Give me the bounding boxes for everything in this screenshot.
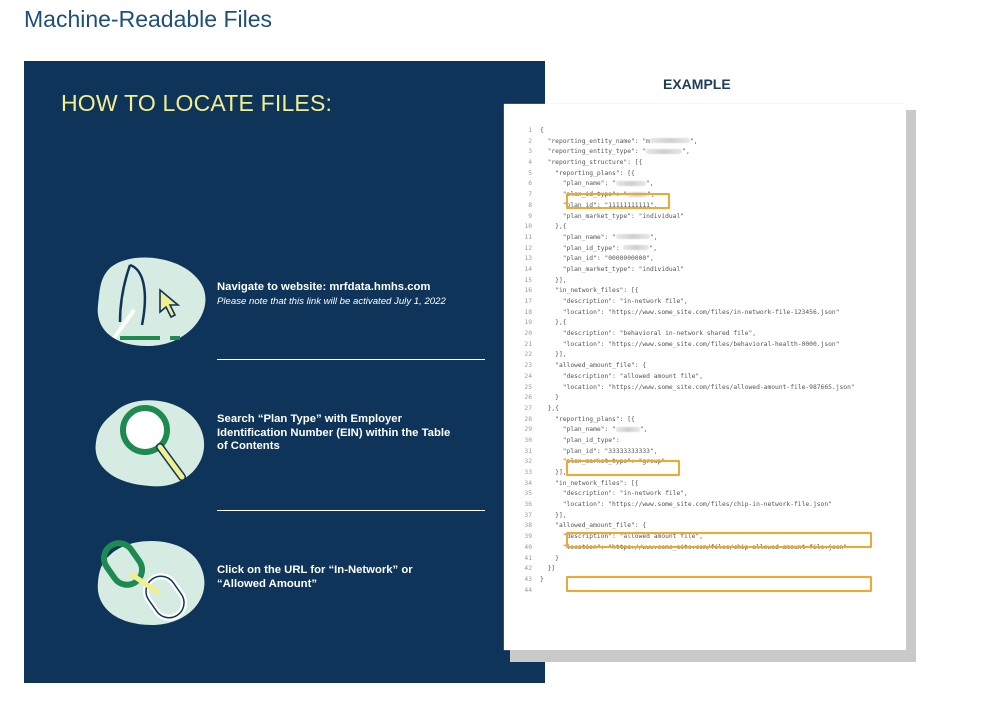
line-number: 15 [524, 276, 532, 284]
line-text: "location": "https://www.some_site.com/files/chip-in-network-file.json" [540, 501, 832, 509]
line-text: "in_network_files": [{ [540, 287, 639, 295]
line-number: 8 [528, 201, 532, 209]
code-line [504, 372, 906, 383]
line-number: 27 [524, 404, 532, 412]
line-number: 35 [524, 490, 532, 498]
code-line [504, 158, 906, 169]
line-number: 13 [524, 255, 532, 263]
line-text: "description": "in-network file", [540, 298, 688, 305]
line-number: 26 [524, 394, 532, 402]
line-text: "plan_market_type": "group" [540, 458, 666, 466]
code-line [504, 297, 906, 308]
line-number: 38 [524, 522, 532, 530]
code-line [504, 521, 906, 532]
line-number: 29 [524, 426, 532, 434]
locate-heading: HOW TO LOCATE FILES: [61, 90, 333, 116]
line-text: "location": "https://www.some_site.com/files/chip-allowed-amount-file.json" [540, 543, 848, 551]
code-line [504, 383, 906, 394]
line-number: 18 [524, 308, 532, 316]
line-text: }], [540, 276, 567, 284]
line-number: 9 [528, 212, 532, 220]
line-number: 28 [524, 415, 532, 423]
line-number: 2 [528, 137, 532, 145]
line-text: "location": "https://www.some_site.com/files/allowed-amount-file-987665.json" [540, 383, 855, 391]
step-1-note: Please note that this link will be activated July 1, 2022 [217, 295, 446, 307]
highlight-location-in-network [566, 532, 872, 548]
code-line [504, 201, 906, 212]
line-text: },{ [540, 223, 567, 231]
line-number: 33 [524, 469, 532, 476]
code-line [504, 276, 906, 287]
code-line [504, 415, 906, 426]
line-text: "allowed_amount_file": { [540, 362, 647, 370]
line-number: 43 [524, 575, 532, 583]
line-number: 30 [524, 436, 532, 444]
code-line [504, 457, 906, 468]
code-line [504, 147, 906, 158]
code-line [504, 340, 906, 351]
code-line [504, 511, 906, 522]
line-text: }] [540, 565, 556, 573]
line-text: "description": "allowed amount file", [540, 533, 704, 541]
line-text: "plan_market_type": "individual" [540, 265, 685, 273]
code-line [504, 212, 906, 223]
line-number: 37 [524, 511, 532, 519]
line-text: }], [540, 511, 567, 519]
code-line [504, 286, 906, 297]
code-line [504, 350, 906, 361]
code-line [504, 554, 906, 565]
line-text: "reporting_structure": [{ [540, 159, 643, 167]
line-text: "plan_name": " ", [540, 233, 658, 241]
page-title: Machine-Readable Files [24, 6, 273, 32]
redacted-value [616, 181, 646, 186]
line-number: 20 [524, 330, 532, 338]
line-text: "reporting_plans": [{ [540, 415, 635, 423]
line-number: 36 [524, 501, 532, 509]
code-line [504, 254, 906, 265]
line-number: 19 [524, 319, 532, 327]
redacted-value [646, 149, 682, 154]
line-text: } [540, 554, 559, 562]
line-text: "plan_id_type": " ", [540, 191, 655, 199]
code-line [504, 479, 906, 490]
code-line [504, 468, 906, 479]
code-line [504, 564, 906, 575]
line-text: "plan_name": " ", [540, 426, 648, 434]
line-number: 44 [524, 586, 532, 594]
redacted-value [623, 245, 649, 250]
line-text: { [540, 127, 544, 134]
step-navigate [24, 250, 545, 350]
example-label: EXAMPLE [663, 76, 731, 92]
line-text: "plan_id_type": [540, 436, 624, 444]
code-line [504, 329, 906, 340]
line-text: "description": "behavioral in-network shared file", [540, 330, 757, 338]
code-line [504, 222, 906, 233]
code-line [504, 233, 906, 244]
code-line [504, 393, 906, 404]
code-line [504, 169, 906, 180]
line-text: "in_network_files": [{ [540, 479, 639, 487]
code-line [504, 447, 906, 458]
line-number: 1 [528, 127, 532, 134]
line-number: 25 [524, 383, 532, 391]
line-text: },{ [540, 404, 559, 412]
line-number: 34 [524, 479, 532, 487]
code-line [504, 137, 906, 148]
code-line [504, 190, 906, 201]
line-text: } [540, 394, 559, 402]
line-text: "plan_id": "11111111111", [540, 201, 658, 209]
step-1-title: Navigate to website: mrfdata.hmhs.com [217, 281, 431, 293]
line-number: 7 [528, 191, 532, 199]
line-text: "reporting_entity_name": "m ", [540, 137, 698, 145]
line-text: "description": "allowed amount file", [540, 372, 704, 380]
line-number: 6 [528, 180, 532, 188]
line-text: },{ [540, 319, 567, 327]
step-search [24, 392, 545, 492]
code-line [504, 318, 906, 329]
code-line [504, 425, 906, 436]
computer-cursor-icon [90, 250, 210, 350]
code-line [504, 179, 906, 190]
magnifier-icon [90, 392, 210, 492]
code-line [504, 489, 906, 500]
redacted-value [616, 234, 650, 239]
line-number: 31 [524, 447, 532, 455]
code-line [504, 404, 906, 415]
line-text: "plan_id_type": ", [540, 244, 657, 252]
divider-1 [217, 359, 485, 360]
line-number: 24 [524, 372, 532, 380]
line-text: "plan_market_type": "individual" [540, 212, 685, 220]
line-text: }], [540, 351, 567, 359]
line-number: 11 [524, 233, 532, 241]
code-line [504, 361, 906, 372]
line-text: "reporting_entity_type": " ", [540, 148, 690, 156]
code-line [504, 436, 906, 447]
line-text: "reporting_plans": [{ [540, 169, 635, 177]
line-text: } [540, 575, 544, 583]
line-number: 17 [524, 298, 532, 305]
line-text: }], [540, 469, 567, 476]
highlight-location-allowed-amount [566, 576, 872, 592]
line-number: 23 [524, 362, 532, 370]
code-line [504, 500, 906, 511]
line-number: 12 [524, 244, 532, 252]
line-number: 21 [524, 340, 532, 348]
line-number: 40 [524, 543, 532, 551]
line-number: 10 [524, 223, 532, 231]
divider-2 [217, 510, 485, 511]
line-text: "allowed_amount_file": { [540, 522, 647, 530]
line-number: 22 [524, 351, 532, 359]
line-number: 42 [524, 565, 532, 573]
line-number: 16 [524, 287, 532, 295]
step-3-title: Click on the URL for “In-Network” or “Allowed Amount” [217, 564, 413, 590]
json-example-document [504, 104, 906, 650]
step-2-title: Search “Plan Type” with Employer Identification Number (EIN) within the Table of Contents [217, 413, 451, 452]
redacted-value [616, 427, 640, 432]
code-line [504, 244, 906, 255]
line-number: 32 [524, 458, 532, 466]
line-number: 4 [528, 159, 532, 167]
link-chain-icon [90, 530, 210, 630]
line-text: "plan_id": "0000000000", [540, 255, 654, 263]
line-text: "plan_id": "33333333333", [540, 447, 658, 455]
line-number: 41 [524, 554, 532, 562]
line-text: "plan_name": " ", [540, 180, 654, 188]
code-line [504, 308, 906, 319]
line-number: 5 [528, 169, 532, 177]
line-number: 14 [524, 265, 532, 273]
highlight-plan-id-type-1 [566, 193, 670, 209]
code-line [504, 126, 906, 137]
step-click-url [24, 530, 545, 630]
line-text: "description": "in-network file", [540, 490, 688, 498]
json-code [504, 126, 906, 596]
line-text: "location": "https://www.some_site.com/files/in-network-file-123456.json" [540, 308, 840, 316]
redacted-value [650, 138, 690, 143]
highlight-plan-id-type-2 [566, 460, 680, 476]
line-number: 3 [528, 148, 532, 156]
code-line [504, 265, 906, 276]
line-number: 39 [524, 533, 532, 541]
line-text: "location": "https://www.some_site.com/files/behavioral-health-0000.json" [540, 340, 840, 348]
